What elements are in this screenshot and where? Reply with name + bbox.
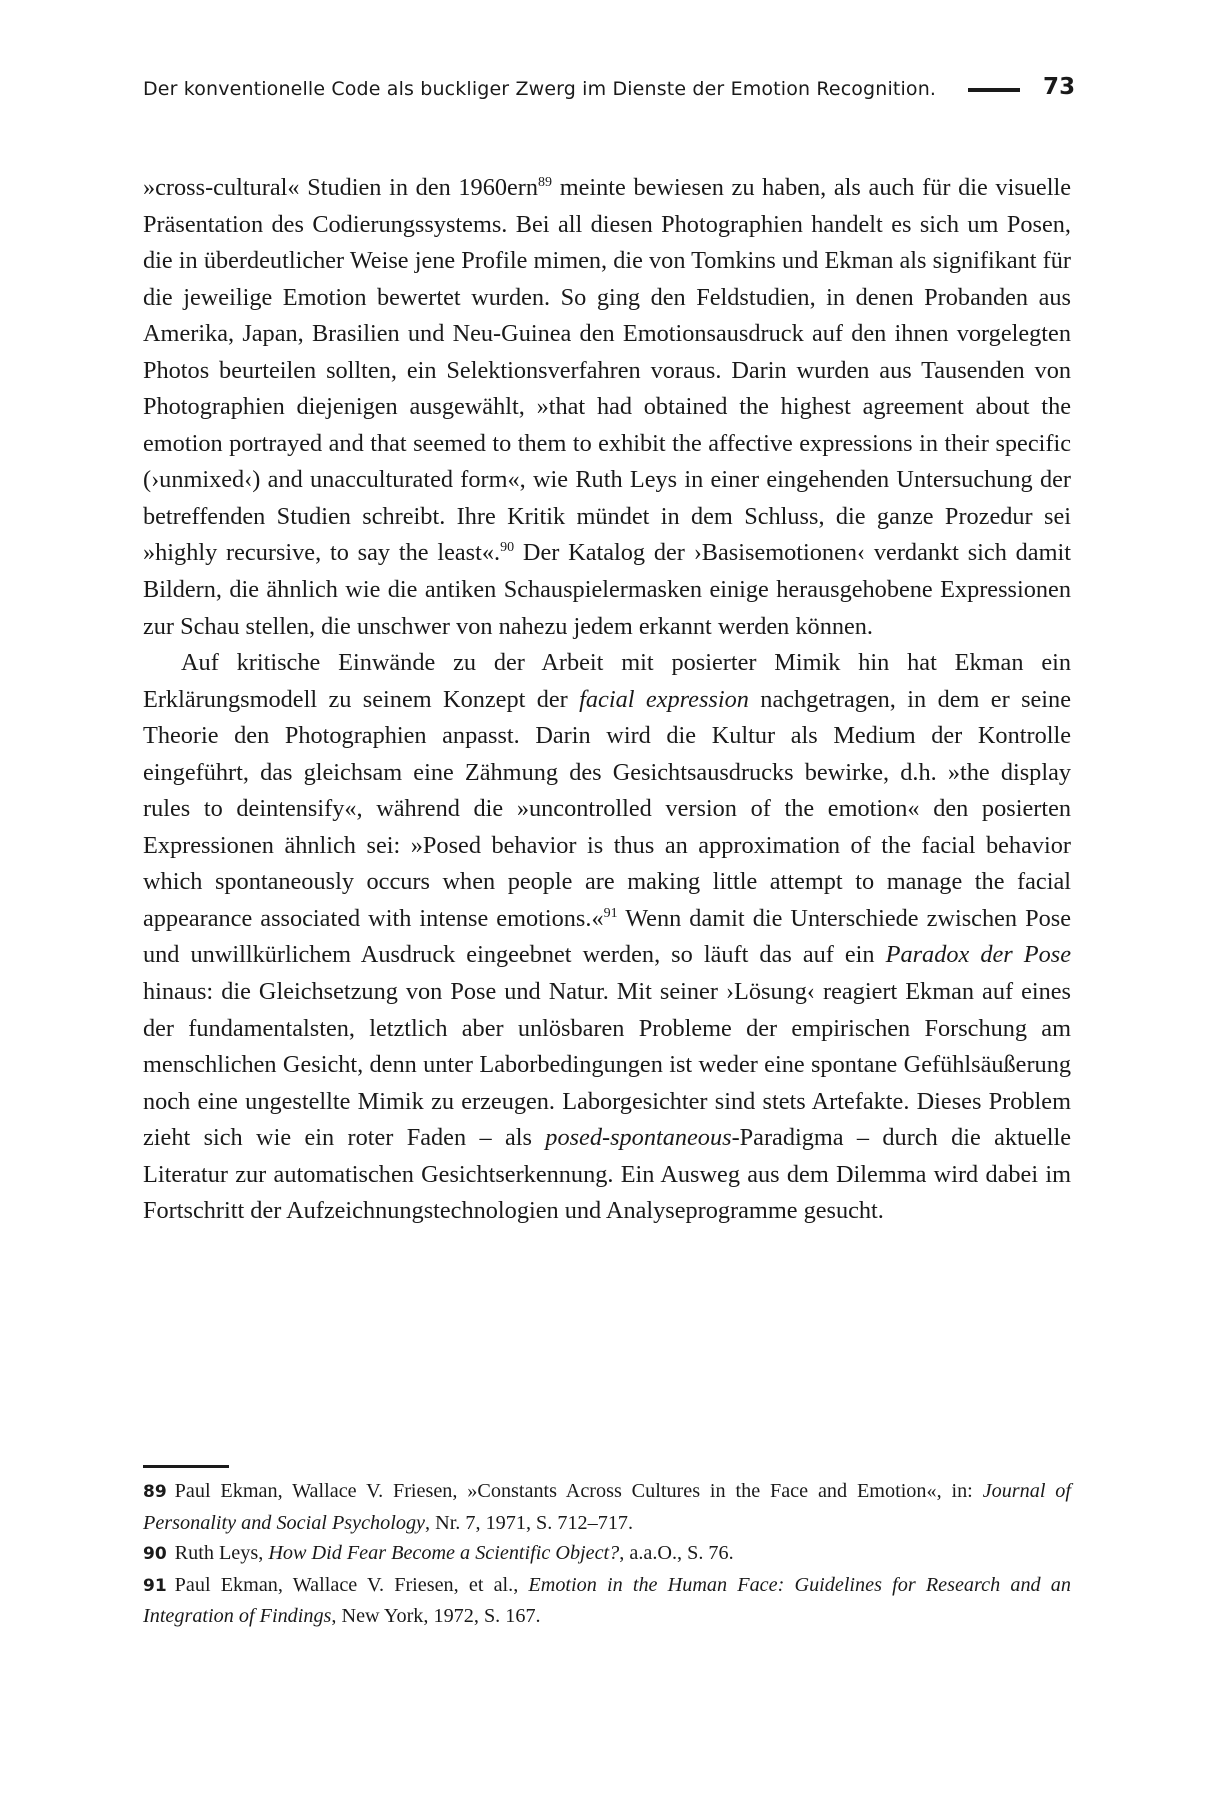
page-number: 73 [1043, 74, 1076, 100]
main-text [143, 170, 1071, 1230]
footnote-90 [143, 1538, 1071, 1570]
footnote-separator [143, 1465, 229, 1468]
running-head [143, 74, 1076, 108]
footnote-title: Emotion in the Human Face: Guidelines for Research and an Integration of Findings [143, 1573, 1071, 1627]
paragraph-2-text-d: hinaus: die Gleichsetzung von Pose und Natur. Mit seiner ›Lösung‹ reagiert Ekman auf eines der fundamentalsten, letztlich aber unlösbaren Probleme der empirischen Forschung am menschlichen Gesicht, denn unter Laborbedingungen ist weder eine spontane Gefühlsäußerung noch eine ungestellte Mimik zu erzeugen. Laborgesichter sind stets Artefakte. Dieses Problem zieht sich wie ein roter Faden – als [143, 978, 1071, 1152]
footnotes [143, 1476, 1071, 1632]
footnote-ref-91[interactable]: 91 [603, 905, 618, 921]
footnote-number: 89 [143, 1482, 167, 1502]
paragraph-2-text-c: Wenn damit die Unterschiede zwischen Pose und unwillkürlichem Ausdruck eingeebnet werden, so läuft das auf ein [143, 904, 1071, 969]
footnote-ref-89[interactable]: 89 [538, 175, 553, 190]
paragraph-2-text-b: nachgetragen, in dem er seine Theorie den Photographien anpasst. Darin wird die Kultur als Medium der Kontrolle eingeführt, das gleichsam eine Zähmung des Gesichtsausdrucks bewirke, d.h. »the display rules to deintensify«, während die »uncontrolled version of the emotion« den posierten Expressionen ähnlich sei: »Posed behavior is thus an approximation of the facial behavior which spontaneously occurs when people are making little attempt to manage the facial appearance associated with intense emotions.« [143, 685, 1071, 932]
footnote-91 [143, 1570, 1071, 1632]
paragraph-2-text-a: Auf kritische Einwände zu der Arbeit mit posierter Mimik hin hat Ekman ein Erklärungsmodell zu seinem Konzept der [143, 649, 1071, 713]
paragraph-2-emphasis-2: Paradox der Pose [885, 941, 1071, 969]
footnote-89 [143, 1476, 1071, 1538]
footnote-text: , New York, 1972, S. 167. [331, 1605, 541, 1627]
footnote-title: How Did Fear Become a Scientific Object? [268, 1542, 620, 1564]
running-head-title: Der konventionelle Code als buckliger Zwerg im Dienste der Emotion Recognition. [143, 78, 937, 100]
running-head-rule [968, 88, 1020, 92]
paragraph-2 [143, 645, 1071, 1230]
paragraph-1-text-c: Der Katalog der ›Basisemotionen‹ verdankt sich damit Bildern, die ähnlich wie die antiken Schauspielermasken einige herausgehobene Expressionen zur Schau stellen, die unschwer von nahezu jedem erkannt werden können. [143, 539, 1071, 640]
paragraph-2-text-e: -Paradigma – durch die aktuelle Literatur zur automatischen Gesichtserkennung. Ein Ausweg aus dem Dilemma wird dabei im Fortschritt der Aufzeichnungstechnologien und Analyseprogramme gesucht. [143, 1124, 1071, 1225]
footnote-number: 91 [143, 1575, 167, 1596]
paragraph-2-emphasis-1: facial expression [579, 685, 749, 713]
footnote-text: Paul Ekman, Wallace V. Friesen, et al., [174, 1573, 529, 1596]
paragraph-1 [143, 170, 1071, 645]
footnote-number: 90 [143, 1544, 167, 1564]
footnote-ref-90[interactable]: 90 [500, 540, 515, 556]
footnote-text: Ruth Leys, [174, 1542, 269, 1564]
footnote-text: , a.a.O., S. 76. [619, 1542, 734, 1564]
paragraph-1-text-a: »cross-cultural« Studien in den 1960ern [143, 174, 539, 201]
paragraph-2-emphasis-3: posed-spontaneous [545, 1124, 732, 1152]
footnote-text: Paul Ekman, Wallace V. Friesen, »Constants Across Cultures in the Face and Emotion«, in: [174, 1480, 983, 1502]
paragraph-1-text-b: meinte bewiesen zu haben, als auch für die visuelle Präsentation des Codierungssystems. Bei all diesen Photographien handelt es sich um Posen, die in überdeutlicher Weise jene Profile mimen, die von Tomkins und Ekman als signifikant für die jeweilige Emotion bewertet wurden. So ging den Feldstudien, in denen Probanden aus Amerika, Japan, Brasilien und Neu-Guinea den Emotionsausdruck auf den ihnen vorgelegten Photos beurteilen sollten, ein Selektionsverfahren voraus. Darin wurden aus Tausenden von Photographien diejenigen ausgewählt, »that had obtained the highest agreement about the emotion portrayed and that seemed to them to exhibit the affective expressions in their specific (›unmixed‹) and unacculturated form«, wie Ruth Leys in einer eingehenden Untersuchung der betreffenden Studien schreibt. Ihre Kritik mündet in dem Schluss, die ganze Prozedur sei »highly recursive, to say the least«. [143, 174, 1071, 567]
footnote-title: Journal of Personality and Social Psychology [143, 1480, 1071, 1534]
footnote-text: , Nr. 7, 1971, S. 712–717. [425, 1511, 634, 1534]
